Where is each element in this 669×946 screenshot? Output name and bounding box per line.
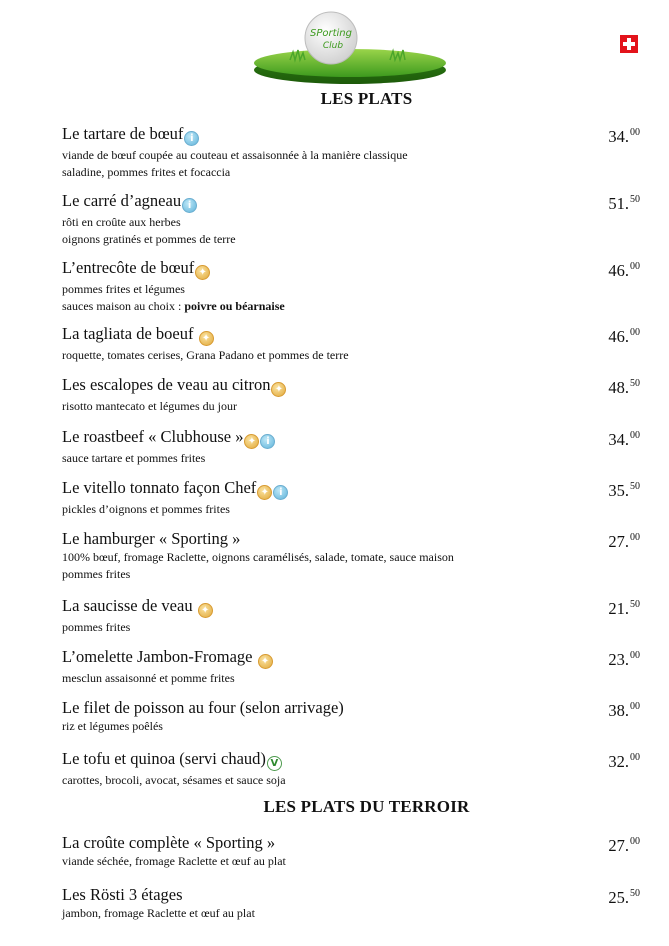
dish-price: 25.50: [608, 888, 640, 907]
dish-description: jambon, fromage Raclette et œuf au plat: [62, 906, 255, 920]
dish-price: 35.50: [608, 481, 640, 500]
dish-item: [62, 376, 642, 414]
dish-item: [62, 192, 642, 247]
info-icon: i: [260, 434, 275, 449]
dish-description: 100% bœuf, fromage Raclette, oignons caramélisés, salade, tomate, sauce maison: [62, 550, 454, 564]
logo-text-line1: SPorting: [310, 28, 352, 39]
dish-name: L’omelette Jambon-Fromage: [62, 647, 253, 666]
vegan-leaf-icon: V: [267, 756, 282, 771]
sporting-club-logo: [250, 8, 450, 86]
dish-description: pickles d’oignons et pommes frites: [62, 502, 230, 516]
dish-price: 38.00: [608, 701, 640, 720]
dish-description: sauce tartare et pommes frites: [62, 451, 206, 465]
dish-price: 23.00: [608, 650, 640, 669]
dish-item: [62, 699, 642, 734]
dish-item: [62, 428, 642, 466]
gold-medal-icon: ✦: [244, 434, 259, 449]
dish-description: sauces maison au choix : poivre ou béarnaise: [62, 299, 285, 313]
info-icon: i: [182, 198, 197, 213]
dish-description: risotto mantecato et légumes du jour: [62, 399, 237, 413]
dish-description: pommes frites: [62, 567, 131, 581]
dish-name: L’entrecôte de bœuf: [62, 258, 195, 277]
dish-item: [62, 325, 642, 363]
dish-item: [62, 834, 642, 869]
swiss-flag-icon: [620, 35, 638, 53]
gold-medal-icon: ✦: [195, 265, 210, 280]
dish-name: Le tartare de bœuf: [62, 124, 184, 143]
dish-price: 27.00: [608, 836, 640, 855]
dish-item: [62, 597, 642, 635]
dish-description: mesclun assaisonné et pomme frites: [62, 671, 235, 685]
dish-price: 46.00: [608, 261, 640, 280]
dish-price: 21.50: [608, 599, 640, 618]
dish-item: [62, 530, 642, 582]
dish-name: Le roastbeef « Clubhouse »: [62, 427, 244, 446]
dish-description: pommes frites: [62, 620, 131, 634]
dish-name: La croûte complète « Sporting »: [62, 833, 276, 852]
dish-price: 46.00: [608, 327, 640, 346]
dish-name: Le carré d’agneau: [62, 191, 182, 210]
dish-description: oignons gratinés et pommes de terre: [62, 232, 236, 246]
dish-name: Le tofu et quinoa (servi chaud): [62, 749, 266, 768]
dish-price: 27.00: [608, 532, 640, 551]
logo-text-line2: Club: [322, 41, 344, 51]
dish-item: [62, 750, 642, 788]
gold-medal-icon: ✦: [257, 485, 272, 500]
section-title-les-plats-du-terroir: LES PLATS DU TERROIR: [263, 797, 470, 816]
dish-item: [62, 259, 642, 314]
info-icon: i: [184, 131, 199, 146]
dish-item: [62, 479, 642, 517]
dish-price: 32.00: [608, 752, 640, 771]
dish-description: pommes frites et légumes: [62, 282, 185, 296]
dish-name: Les Rösti 3 étages: [62, 885, 183, 904]
dish-description: rôti en croûte aux herbes: [62, 215, 181, 229]
dish-description: riz et légumes poêlés: [62, 719, 163, 733]
dish-item: [62, 648, 642, 686]
dish-name: La saucisse de veau: [62, 596, 193, 615]
dish-price: 48.50: [608, 378, 640, 397]
gold-medal-icon: ✦: [199, 331, 214, 346]
dish-name: Le vitello tonnato façon Chef: [62, 478, 257, 497]
dish-item: [62, 886, 642, 921]
gold-medal-icon: ✦: [198, 603, 213, 618]
dish-price: 51.50: [608, 194, 640, 213]
dish-name: Le hamburger « Sporting »: [62, 529, 241, 548]
gold-medal-icon: ✦: [258, 654, 273, 669]
dish-name: La tagliata de boeuf: [62, 324, 194, 343]
dish-price: 34.00: [608, 430, 640, 449]
dish-description: viande de bœuf coupée au couteau et assaisonnée à la manière classique: [62, 148, 408, 162]
gold-medal-icon: ✦: [271, 382, 286, 397]
dish-description: viande séchée, fromage Raclette et œuf au plat: [62, 854, 286, 868]
dish-name: Les escalopes de veau au citron: [62, 375, 271, 394]
section-title-les-plats: LES PLATS: [320, 89, 413, 108]
dish-price: 34.00: [608, 127, 640, 146]
dish-description: saladine, pommes frites et focaccia: [62, 165, 231, 179]
dish-description: carottes, brocoli, avocat, sésames et sauce soja: [62, 773, 286, 787]
dish-name: Le filet de poisson au four (selon arrivage): [62, 698, 344, 717]
dish-description: roquette, tomates cerises, Grana Padano et pommes de terre: [62, 348, 349, 362]
dish-item: [62, 125, 642, 180]
info-icon: i: [273, 485, 288, 500]
